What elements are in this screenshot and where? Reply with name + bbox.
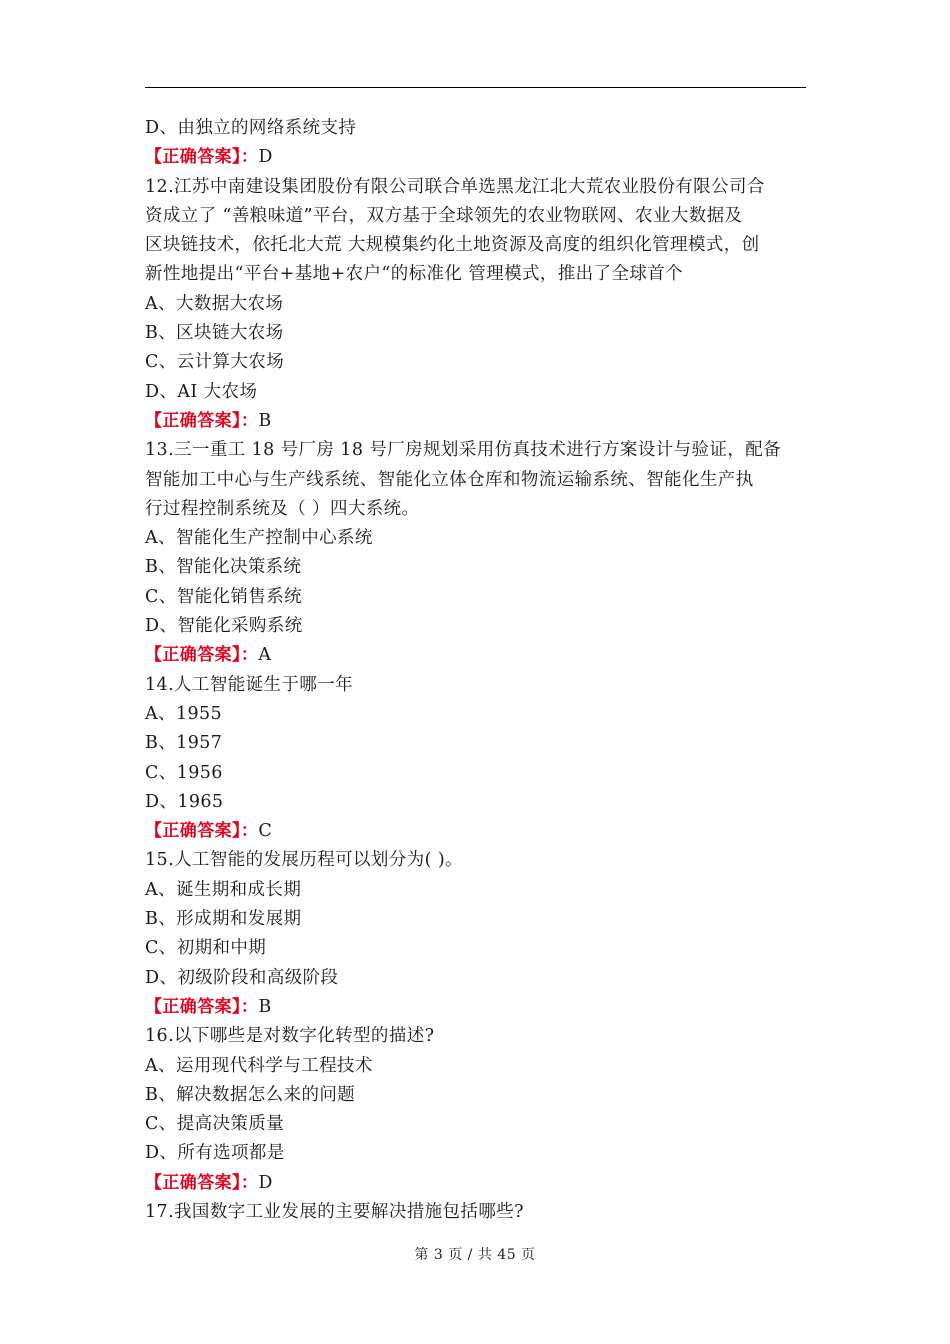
- answer-value: C: [258, 821, 273, 842]
- answer-option: D、1965: [145, 791, 224, 812]
- answer-value: D: [258, 1172, 273, 1193]
- question-stem-line: 15.人工智能的发展历程可以划分为( )。: [145, 850, 463, 871]
- answer-line: [145, 407, 810, 436]
- answer-option: C、初期和中期: [145, 938, 267, 959]
- question-stem-line: 资成立了 “善粮味道”平台，双方基于全球领先的农业物联网、农业大数据及: [145, 205, 743, 226]
- answer-option: B、区块链大农场: [145, 323, 284, 344]
- question-stem-line: 新性地提出“平台+基地+农户“的标准化 管理模式，推出了全球首个: [145, 264, 684, 285]
- answer-option: D、AI 大农场: [145, 381, 258, 402]
- question-block: [145, 173, 810, 437]
- header-rule: [145, 87, 806, 88]
- answer-line: [145, 641, 810, 670]
- answer-label: 【正确答案】：: [145, 410, 259, 431]
- answer-option: B、1957: [145, 733, 223, 754]
- option-d: D、由独立的网络系统支持: [145, 118, 357, 138]
- question-stem-line: 12.江苏中南建设集团股份有限公司联合单选黑龙江北大荒农业股份有限公司合: [145, 176, 765, 197]
- answer-option: B、解决数据怎么来的问题: [145, 1084, 356, 1105]
- question-stem-line: 16.以下哪些是对数字化转型的描述?: [145, 1026, 435, 1047]
- answer-label: 【正确答案】：: [145, 645, 259, 666]
- answer-option: D、所有选项都是: [145, 1143, 285, 1164]
- question-block: [145, 1022, 810, 1198]
- question-block: [145, 671, 810, 847]
- answer-label: 【正确答案】：: [145, 1172, 259, 1193]
- answer-value: B: [258, 996, 272, 1017]
- answer-option: C、云计算大农场: [145, 352, 285, 373]
- answer-value: B: [258, 410, 272, 431]
- answer-value: A: [258, 645, 272, 666]
- answer-label: 【正确答案】：: [145, 996, 259, 1017]
- page-content: [145, 114, 810, 1227]
- page-footer: 第 3 页 / 共 45 页: [414, 1247, 536, 1263]
- question-stem-line: 13.三一重工 18 号厂房 18 号厂房规划采用仿真技术进行方案设计与验证，配备: [145, 440, 782, 461]
- answer-option: B、智能化决策系统: [145, 557, 302, 578]
- question-stem-line: 区块链技术，依托北大荒 大规模集约化土地资源及高度的组织化管理模式，创: [145, 235, 760, 256]
- question-stem-line: 14.人工智能诞生于哪一年: [145, 674, 354, 695]
- answer-option: A、诞生期和成长期: [145, 879, 302, 900]
- answer-label: 【正确答案】：: [145, 147, 259, 168]
- answer-option: B、形成期和发展期: [145, 909, 302, 930]
- answer-line: [145, 143, 810, 172]
- answer-option: D、初级阶段和高级阶段: [145, 967, 339, 988]
- question-stem-line: 行过程控制系统及（ ）四大系统。: [145, 498, 420, 519]
- answer-value: D: [258, 147, 273, 168]
- question-block: [145, 436, 810, 670]
- answer-option: A、大数据大农场: [145, 293, 284, 314]
- answer-option: C、提高决策质量: [145, 1114, 285, 1135]
- answer-option: A、智能化生产控制中心系统: [145, 528, 373, 549]
- answer-option: C、1956: [145, 762, 223, 783]
- question-stem: 17.我国数字工业发展的主要解决措施包括哪些?: [145, 1201, 524, 1222]
- answer-option: A、1955: [145, 703, 223, 724]
- answer-line: [145, 1169, 810, 1198]
- answer-option: A、运用现代科学与工程技术: [145, 1055, 373, 1076]
- answer-option: D、智能化采购系统: [145, 616, 303, 637]
- question-block: [145, 846, 810, 1022]
- question-list: [145, 173, 810, 1198]
- answer-option: C、智能化销售系统: [145, 586, 302, 607]
- answer-line: [145, 993, 810, 1022]
- answer-label: 【正确答案】：: [145, 821, 259, 842]
- question-stem-line: 智能加工中心与生产线系统、智能化立体仓库和物流运输系统、智能化生产执: [145, 469, 754, 490]
- answer-line: [145, 817, 810, 846]
